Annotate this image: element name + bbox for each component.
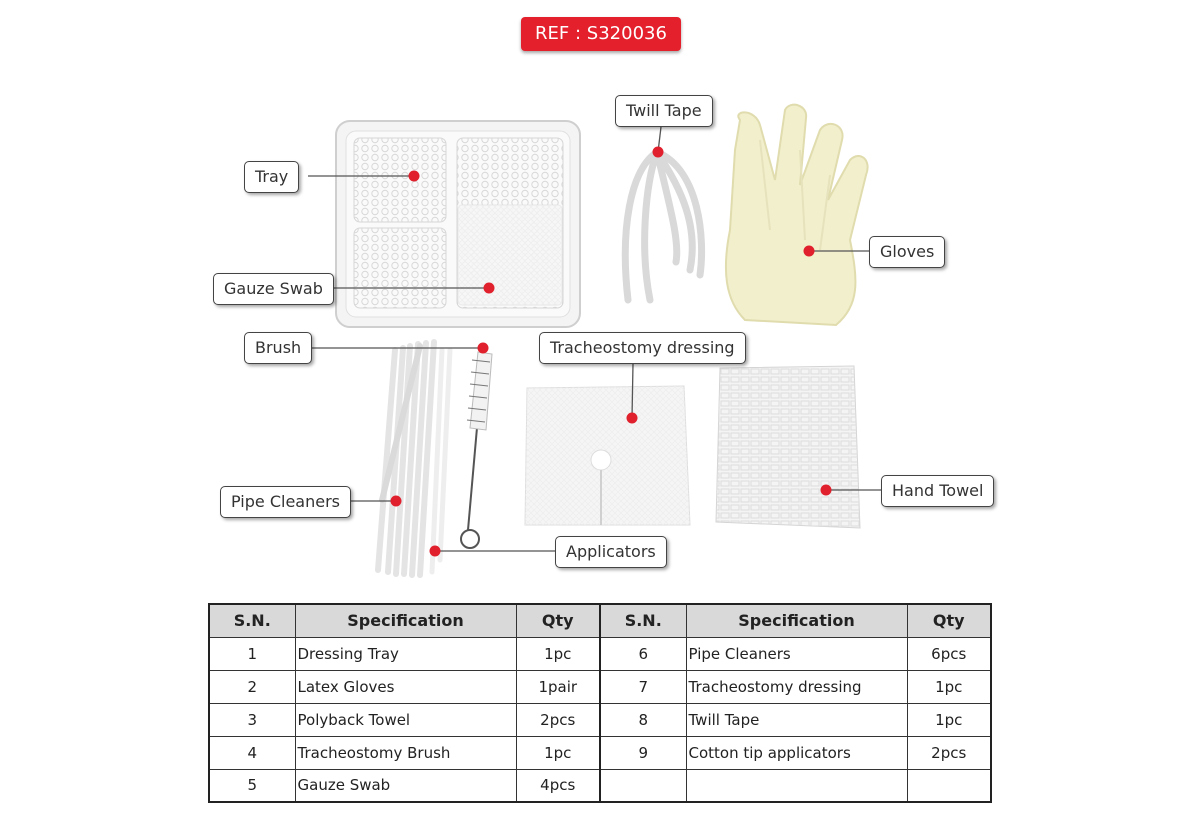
gloves-marker [804,246,815,257]
applicators-image [432,350,450,572]
cell-qty: 1pair [516,670,600,703]
callout-gloves: Gloves [869,236,945,268]
header-sn: S.N. [209,604,295,637]
cell-specification: Gauze Swab [295,769,516,802]
cell-sn: 5 [209,769,295,802]
callout-twill-tape: Twill Tape [615,95,713,127]
hand-towel-marker [821,485,832,496]
cell-qty: 1pc [516,736,600,769]
brush-marker [478,343,489,354]
cell-specification: Dressing Tray [295,637,516,670]
table-row [209,736,991,769]
table-header-row [209,604,991,637]
cell-sn: 4 [209,736,295,769]
callout-brush: Brush [244,332,312,364]
cell-specification: Latex Gloves [295,670,516,703]
ref-badge: REF : S320036 [521,17,681,51]
twill-tape-marker [653,147,664,158]
gloves-image [726,105,868,325]
header-specification: Specification [686,604,907,637]
callout-pipe-cleaners: Pipe Cleaners [220,486,351,518]
specification-table [208,603,992,803]
callout-gauze-swab: Gauze Swab [213,273,334,305]
header-specification: Specification [295,604,516,637]
table-row [209,637,991,670]
tracheostomy-dressing-marker [627,413,638,424]
cell-sn [600,769,686,802]
table-row [209,670,991,703]
cell-sn: 9 [600,736,686,769]
pipe-cleaners-image [378,342,434,575]
table-row [209,703,991,736]
cell-qty [907,769,991,802]
cell-sn: 8 [600,703,686,736]
cell-specification: Pipe Cleaners [686,637,907,670]
cell-sn: 6 [600,637,686,670]
hand-towel-image [716,366,860,528]
callout-tracheostomy-dressing: Tracheostomy dressing [539,332,746,364]
cell-sn: 7 [600,670,686,703]
cell-qty: 1pc [907,670,991,703]
cell-sn: 3 [209,703,295,736]
cell-specification: Tracheostomy Brush [295,736,516,769]
gauze-swab-marker [484,283,495,294]
callout-applicators: Applicators [555,536,667,568]
tray-image [336,121,580,327]
tray-marker [409,171,420,182]
brush-image [461,348,492,548]
callout-tray: Tray [244,161,299,193]
header-qty: Qty [516,604,600,637]
cell-specification: Twill Tape [686,703,907,736]
applicators-marker [430,546,441,557]
cell-qty: 2pcs [516,703,600,736]
header-sn: S.N. [600,604,686,637]
cell-sn: 2 [209,670,295,703]
cell-specification: Cotton tip applicators [686,736,907,769]
twill-tape-image [625,152,701,300]
cell-qty: 1pc [907,703,991,736]
tracheostomy-dressing-image [525,386,690,525]
cell-qty: 2pcs [907,736,991,769]
cell-qty: 4pcs [516,769,600,802]
cell-sn: 1 [209,637,295,670]
table-row [209,769,991,802]
cell-specification: Tracheostomy dressing [686,670,907,703]
cell-qty: 6pcs [907,637,991,670]
cell-specification [686,769,907,802]
pipe-cleaners-marker [391,496,402,507]
callout-hand-towel: Hand Towel [881,475,994,507]
cell-qty: 1pc [516,637,600,670]
header-qty: Qty [907,604,991,637]
cell-specification: Polyback Towel [295,703,516,736]
